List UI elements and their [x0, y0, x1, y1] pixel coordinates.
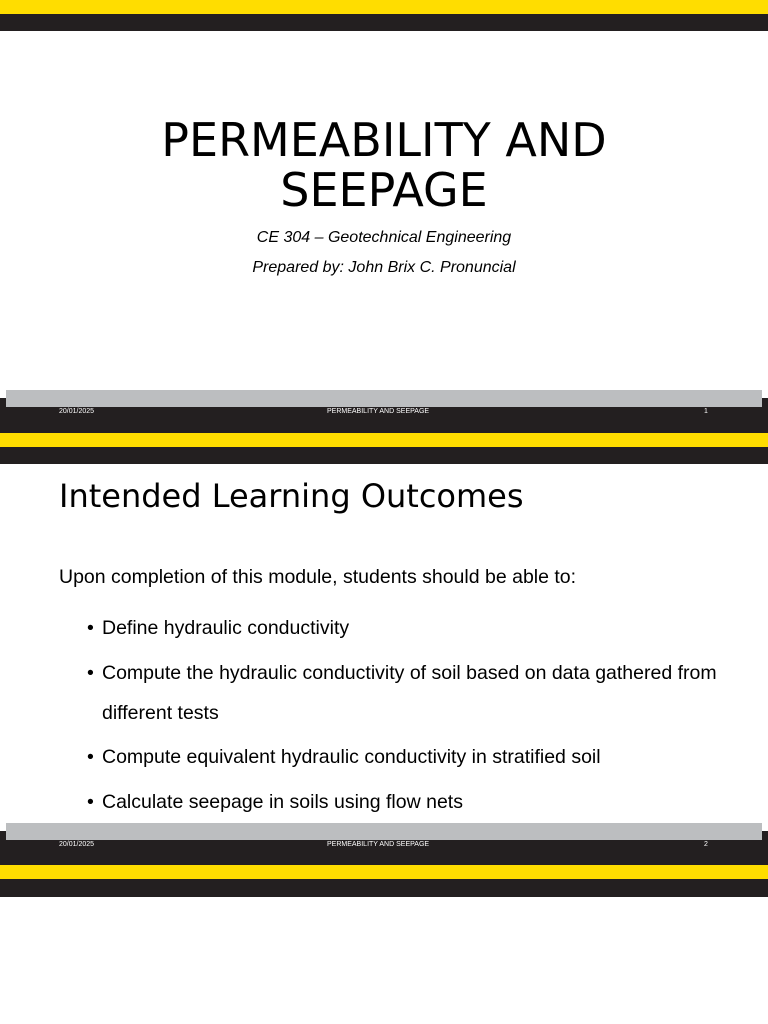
outcomes-list: [87, 608, 727, 826]
course-subtitle: CE 304 – Geotechnical Engineering: [256, 229, 512, 246]
slide-1: [0, 0, 768, 433]
footer-date: 20/01/2025: [59, 408, 95, 415]
top-black-stripe: [0, 14, 768, 31]
list-item-text: Define hydraulic conductivity: [102, 617, 350, 639]
intro-text: Upon completion of this module, students should be able to:: [59, 566, 577, 588]
footer-grey-band: [6, 823, 762, 840]
slide-title: [100, 115, 668, 215]
bottom-black-stripe: [0, 879, 768, 897]
top-yellow-stripe: [0, 0, 768, 14]
list-item-text: Compute equivalent hydraulic conductivity in stratified soil: [102, 746, 601, 768]
title-line-1: PERMEABILITY AND: [161, 113, 607, 167]
slide-title: Intended Learning Outcomes: [59, 477, 524, 515]
top-yellow-stripe: [0, 433, 768, 447]
slide-2: [0, 433, 768, 899]
footer-page-number: 1: [704, 408, 708, 415]
title-line-2: SEEPAGE: [280, 163, 488, 217]
list-item-text: Calculate seepage in soils using flow nets: [102, 790, 463, 813]
bullet-icon: •: [87, 661, 94, 684]
list-item: [87, 608, 727, 648]
footer-date: 20/01/2025: [59, 841, 95, 848]
footer-title: PERMEABILITY AND SEEPAGE: [327, 841, 430, 848]
author-subtitle: Prepared by: John Brix C. Pronuncial: [252, 259, 516, 276]
footer-grey-band: [6, 390, 762, 407]
list-item: [87, 782, 727, 822]
bottom-yellow-stripe: [0, 865, 768, 879]
top-black-stripe: [0, 447, 768, 464]
bullet-icon: •: [87, 746, 94, 768]
footer-page-number: 2: [704, 841, 708, 848]
list-item: [87, 737, 727, 777]
list-item: [87, 653, 727, 733]
list-item-text: Compute the hydraulic conductivity of soil based on data gathered from different tests: [102, 661, 717, 724]
bullet-icon: •: [87, 617, 94, 639]
footer-title: PERMEABILITY AND SEEPAGE: [327, 408, 430, 415]
bullet-icon: •: [87, 790, 94, 813]
